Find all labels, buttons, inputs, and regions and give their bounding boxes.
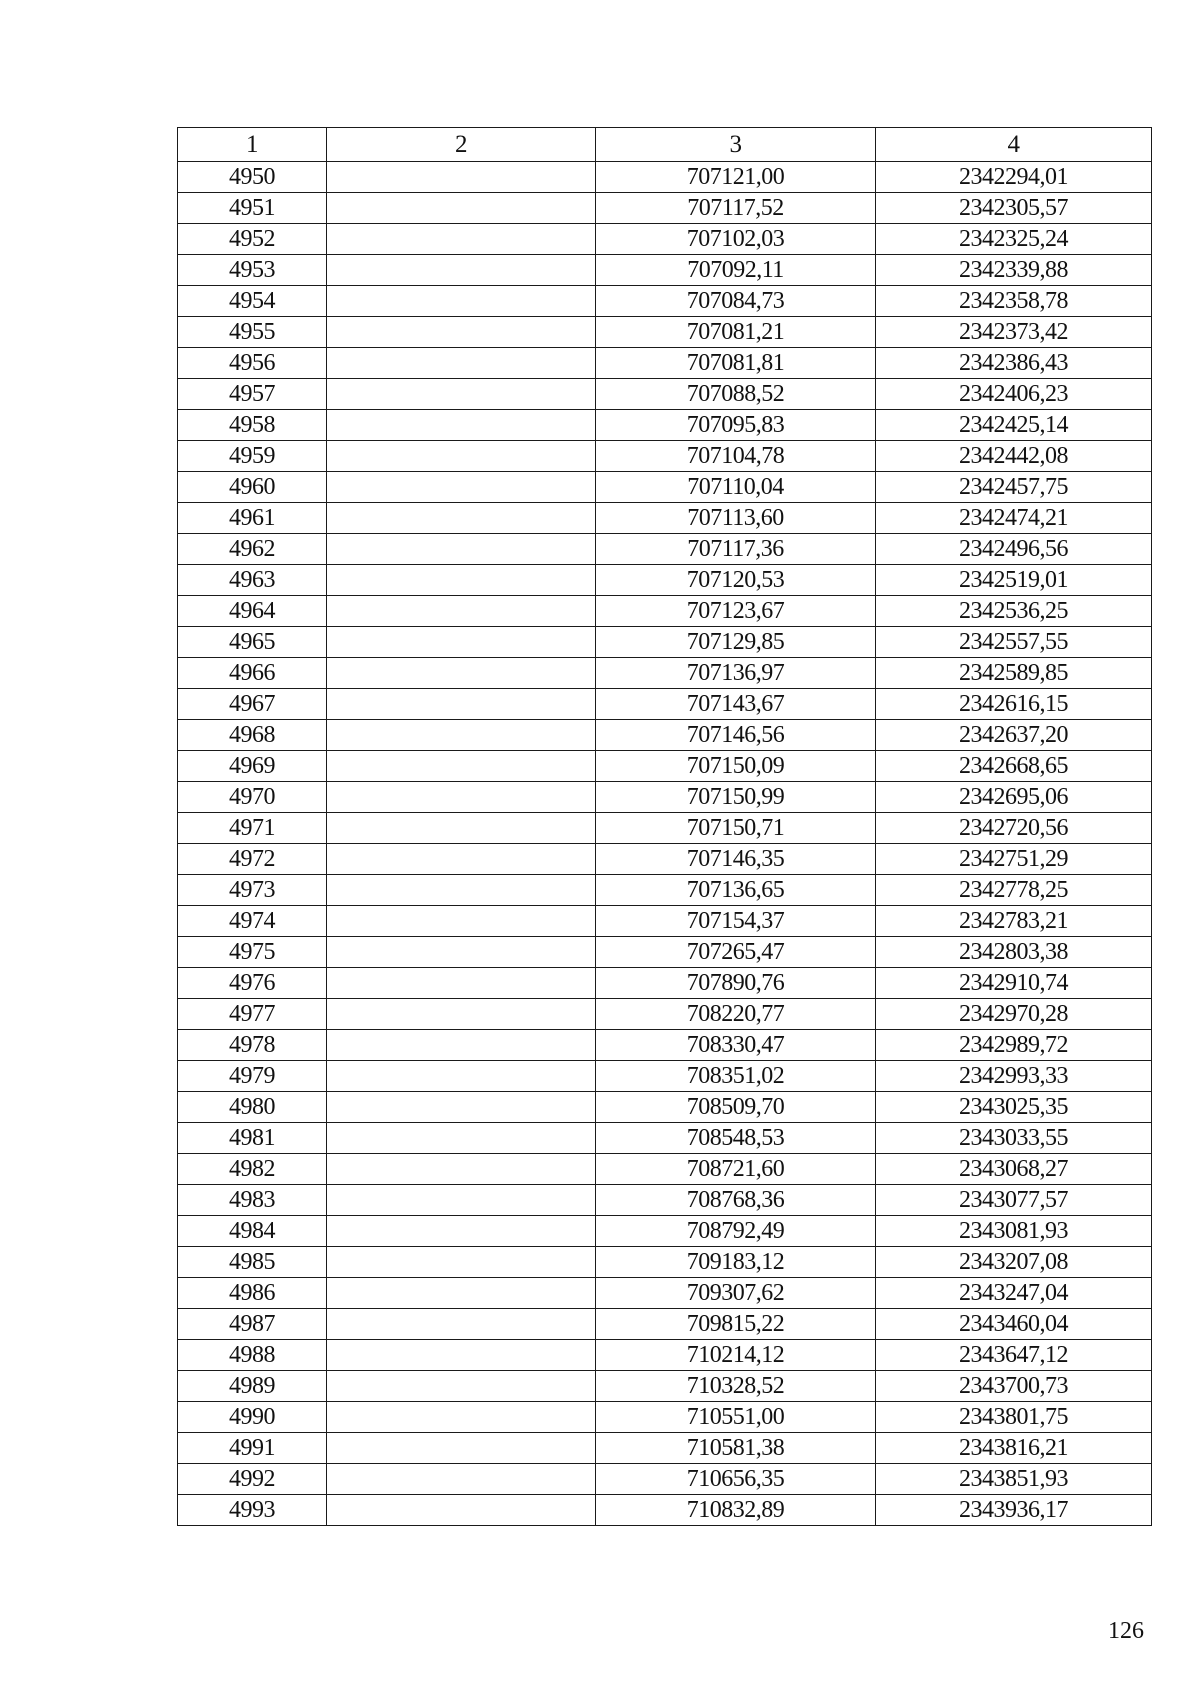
point-number-cell: 4983 bbox=[178, 1185, 327, 1216]
x-coordinate-cell: 709183,12 bbox=[596, 1247, 876, 1278]
x-coordinate-cell: 710214,12 bbox=[596, 1340, 876, 1371]
table-row bbox=[178, 1030, 1152, 1061]
x-coordinate-cell: 707143,67 bbox=[596, 689, 876, 720]
x-coordinate-cell: 710581,38 bbox=[596, 1433, 876, 1464]
table-row bbox=[178, 348, 1152, 379]
column-header-1: 1 bbox=[178, 128, 327, 162]
y-coordinate-cell: 2343801,75 bbox=[876, 1402, 1152, 1433]
table-row bbox=[178, 937, 1152, 968]
point-number-cell: 4987 bbox=[178, 1309, 327, 1340]
y-coordinate-cell: 2342589,85 bbox=[876, 658, 1152, 689]
table-row bbox=[178, 1371, 1152, 1402]
x-coordinate-cell: 707150,09 bbox=[596, 751, 876, 782]
x-coordinate-cell: 707136,65 bbox=[596, 875, 876, 906]
description-cell bbox=[327, 999, 596, 1030]
y-coordinate-cell: 2342557,55 bbox=[876, 627, 1152, 658]
y-coordinate-cell: 2343033,55 bbox=[876, 1123, 1152, 1154]
point-number-cell: 4977 bbox=[178, 999, 327, 1030]
point-number-cell: 4978 bbox=[178, 1030, 327, 1061]
point-number-cell: 4980 bbox=[178, 1092, 327, 1123]
table-row bbox=[178, 472, 1152, 503]
y-coordinate-cell: 2342406,23 bbox=[876, 379, 1152, 410]
x-coordinate-cell: 707113,60 bbox=[596, 503, 876, 534]
point-number-cell: 4953 bbox=[178, 255, 327, 286]
description-cell bbox=[327, 1247, 596, 1278]
point-number-cell: 4952 bbox=[178, 224, 327, 255]
x-coordinate-cell: 707120,53 bbox=[596, 565, 876, 596]
description-cell bbox=[327, 596, 596, 627]
table-row bbox=[178, 162, 1152, 193]
table-row bbox=[178, 906, 1152, 937]
point-number-cell: 4959 bbox=[178, 441, 327, 472]
point-number-cell: 4961 bbox=[178, 503, 327, 534]
x-coordinate-cell: 708509,70 bbox=[596, 1092, 876, 1123]
x-coordinate-cell: 707890,76 bbox=[596, 968, 876, 999]
column-header-2: 2 bbox=[327, 128, 596, 162]
y-coordinate-cell: 2342536,25 bbox=[876, 596, 1152, 627]
point-number-cell: 4963 bbox=[178, 565, 327, 596]
point-number-cell: 4988 bbox=[178, 1340, 327, 1371]
x-coordinate-cell: 707136,97 bbox=[596, 658, 876, 689]
point-number-cell: 4991 bbox=[178, 1433, 327, 1464]
table-row bbox=[178, 193, 1152, 224]
x-coordinate-cell: 710551,00 bbox=[596, 1402, 876, 1433]
point-number-cell: 4993 bbox=[178, 1495, 327, 1526]
point-number-cell: 4981 bbox=[178, 1123, 327, 1154]
y-coordinate-cell: 2343816,21 bbox=[876, 1433, 1152, 1464]
description-cell bbox=[327, 1154, 596, 1185]
point-number-cell: 4954 bbox=[178, 286, 327, 317]
table-row bbox=[178, 782, 1152, 813]
point-number-cell: 4955 bbox=[178, 317, 327, 348]
y-coordinate-cell: 2342339,88 bbox=[876, 255, 1152, 286]
x-coordinate-cell: 709307,62 bbox=[596, 1278, 876, 1309]
y-coordinate-cell: 2342720,56 bbox=[876, 813, 1152, 844]
table-row bbox=[178, 255, 1152, 286]
x-coordinate-cell: 707117,52 bbox=[596, 193, 876, 224]
point-number-cell: 4985 bbox=[178, 1247, 327, 1278]
table-row bbox=[178, 1278, 1152, 1309]
description-cell bbox=[327, 968, 596, 999]
y-coordinate-cell: 2342386,43 bbox=[876, 348, 1152, 379]
table-row bbox=[178, 379, 1152, 410]
point-number-cell: 4972 bbox=[178, 844, 327, 875]
x-coordinate-cell: 707081,81 bbox=[596, 348, 876, 379]
x-coordinate-cell: 708330,47 bbox=[596, 1030, 876, 1061]
y-coordinate-cell: 2342325,24 bbox=[876, 224, 1152, 255]
description-cell bbox=[327, 689, 596, 720]
description-cell bbox=[327, 1340, 596, 1371]
x-coordinate-cell: 707088,52 bbox=[596, 379, 876, 410]
table-row bbox=[178, 534, 1152, 565]
x-coordinate-cell: 707117,36 bbox=[596, 534, 876, 565]
point-number-cell: 4966 bbox=[178, 658, 327, 689]
table-row bbox=[178, 875, 1152, 906]
description-cell bbox=[327, 627, 596, 658]
x-coordinate-cell: 707092,11 bbox=[596, 255, 876, 286]
table-row bbox=[178, 1123, 1152, 1154]
table-row bbox=[178, 720, 1152, 751]
point-number-cell: 4982 bbox=[178, 1154, 327, 1185]
table-row bbox=[178, 286, 1152, 317]
description-cell bbox=[327, 1371, 596, 1402]
point-number-cell: 4974 bbox=[178, 906, 327, 937]
description-cell bbox=[327, 348, 596, 379]
x-coordinate-cell: 710328,52 bbox=[596, 1371, 876, 1402]
description-cell bbox=[327, 286, 596, 317]
x-coordinate-cell: 707146,56 bbox=[596, 720, 876, 751]
x-coordinate-cell: 707265,47 bbox=[596, 937, 876, 968]
y-coordinate-cell: 2343647,12 bbox=[876, 1340, 1152, 1371]
y-coordinate-cell: 2342637,20 bbox=[876, 720, 1152, 751]
point-number-cell: 4976 bbox=[178, 968, 327, 999]
description-cell bbox=[327, 1061, 596, 1092]
table-row bbox=[178, 596, 1152, 627]
description-cell bbox=[327, 255, 596, 286]
table-row bbox=[178, 317, 1152, 348]
table-row bbox=[178, 1309, 1152, 1340]
point-number-cell: 4968 bbox=[178, 720, 327, 751]
description-cell bbox=[327, 1030, 596, 1061]
y-coordinate-cell: 2342519,01 bbox=[876, 565, 1152, 596]
table-row bbox=[178, 1495, 1152, 1526]
description-cell bbox=[327, 1309, 596, 1340]
description-cell bbox=[327, 1402, 596, 1433]
description-cell bbox=[327, 1216, 596, 1247]
description-cell bbox=[327, 1123, 596, 1154]
y-coordinate-cell: 2342751,29 bbox=[876, 844, 1152, 875]
point-number-cell: 4962 bbox=[178, 534, 327, 565]
x-coordinate-cell: 710832,89 bbox=[596, 1495, 876, 1526]
y-coordinate-cell: 2343025,35 bbox=[876, 1092, 1152, 1123]
description-cell bbox=[327, 1433, 596, 1464]
y-coordinate-cell: 2342970,28 bbox=[876, 999, 1152, 1030]
point-number-cell: 4957 bbox=[178, 379, 327, 410]
y-coordinate-cell: 2342474,21 bbox=[876, 503, 1152, 534]
x-coordinate-cell: 708548,53 bbox=[596, 1123, 876, 1154]
x-coordinate-cell: 708351,02 bbox=[596, 1061, 876, 1092]
point-number-cell: 4956 bbox=[178, 348, 327, 379]
y-coordinate-cell: 2342910,74 bbox=[876, 968, 1152, 999]
point-number-cell: 4958 bbox=[178, 410, 327, 441]
x-coordinate-cell: 707121,00 bbox=[596, 162, 876, 193]
table-row bbox=[178, 1402, 1152, 1433]
description-cell bbox=[327, 813, 596, 844]
point-number-cell: 4973 bbox=[178, 875, 327, 906]
table-row bbox=[178, 658, 1152, 689]
column-header-3: 3 bbox=[596, 128, 876, 162]
description-cell bbox=[327, 1185, 596, 1216]
x-coordinate-cell: 707129,85 bbox=[596, 627, 876, 658]
point-number-cell: 4951 bbox=[178, 193, 327, 224]
y-coordinate-cell: 2343851,93 bbox=[876, 1464, 1152, 1495]
point-number-cell: 4986 bbox=[178, 1278, 327, 1309]
y-coordinate-cell: 2343700,73 bbox=[876, 1371, 1152, 1402]
x-coordinate-cell: 707102,03 bbox=[596, 224, 876, 255]
description-cell bbox=[327, 193, 596, 224]
point-number-cell: 4979 bbox=[178, 1061, 327, 1092]
description-cell bbox=[327, 1278, 596, 1309]
table-row bbox=[178, 410, 1152, 441]
description-cell bbox=[327, 1092, 596, 1123]
x-coordinate-cell: 707150,99 bbox=[596, 782, 876, 813]
x-coordinate-cell: 707084,73 bbox=[596, 286, 876, 317]
y-coordinate-cell: 2342616,15 bbox=[876, 689, 1152, 720]
y-coordinate-cell: 2343247,04 bbox=[876, 1278, 1152, 1309]
description-cell bbox=[327, 503, 596, 534]
description-cell bbox=[327, 1495, 596, 1526]
description-cell bbox=[327, 410, 596, 441]
description-cell bbox=[327, 751, 596, 782]
description-cell bbox=[327, 565, 596, 596]
y-coordinate-cell: 2342305,57 bbox=[876, 193, 1152, 224]
y-coordinate-cell: 2342778,25 bbox=[876, 875, 1152, 906]
point-number-cell: 4970 bbox=[178, 782, 327, 813]
coordinates-table bbox=[177, 127, 1152, 1526]
description-cell bbox=[327, 720, 596, 751]
point-number-cell: 4960 bbox=[178, 472, 327, 503]
x-coordinate-cell: 708768,36 bbox=[596, 1185, 876, 1216]
point-number-cell: 4971 bbox=[178, 813, 327, 844]
table-row bbox=[178, 503, 1152, 534]
y-coordinate-cell: 2342695,06 bbox=[876, 782, 1152, 813]
y-coordinate-cell: 2342425,14 bbox=[876, 410, 1152, 441]
table-row bbox=[178, 813, 1152, 844]
description-cell bbox=[327, 875, 596, 906]
point-number-cell: 4984 bbox=[178, 1216, 327, 1247]
x-coordinate-cell: 708721,60 bbox=[596, 1154, 876, 1185]
description-cell bbox=[327, 441, 596, 472]
x-coordinate-cell: 709815,22 bbox=[596, 1309, 876, 1340]
y-coordinate-cell: 2343936,17 bbox=[876, 1495, 1152, 1526]
x-coordinate-cell: 710656,35 bbox=[596, 1464, 876, 1495]
x-coordinate-cell: 707154,37 bbox=[596, 906, 876, 937]
y-coordinate-cell: 2343207,08 bbox=[876, 1247, 1152, 1278]
y-coordinate-cell: 2343068,27 bbox=[876, 1154, 1152, 1185]
y-coordinate-cell: 2342294,01 bbox=[876, 162, 1152, 193]
table-row bbox=[178, 1340, 1152, 1371]
point-number-cell: 4989 bbox=[178, 1371, 327, 1402]
description-cell bbox=[327, 1464, 596, 1495]
x-coordinate-cell: 707104,78 bbox=[596, 441, 876, 472]
table-row bbox=[178, 565, 1152, 596]
point-number-cell: 4975 bbox=[178, 937, 327, 968]
x-coordinate-cell: 707110,04 bbox=[596, 472, 876, 503]
x-coordinate-cell: 708220,77 bbox=[596, 999, 876, 1030]
point-number-cell: 4950 bbox=[178, 162, 327, 193]
point-number-cell: 4965 bbox=[178, 627, 327, 658]
y-coordinate-cell: 2342373,42 bbox=[876, 317, 1152, 348]
x-coordinate-cell: 707150,71 bbox=[596, 813, 876, 844]
y-coordinate-cell: 2342993,33 bbox=[876, 1061, 1152, 1092]
y-coordinate-cell: 2342803,38 bbox=[876, 937, 1152, 968]
x-coordinate-cell: 708792,49 bbox=[596, 1216, 876, 1247]
x-coordinate-cell: 707146,35 bbox=[596, 844, 876, 875]
x-coordinate-cell: 707081,21 bbox=[596, 317, 876, 348]
table-row bbox=[178, 1247, 1152, 1278]
point-number-cell: 4964 bbox=[178, 596, 327, 627]
table-header-row bbox=[178, 128, 1152, 162]
y-coordinate-cell: 2342783,21 bbox=[876, 906, 1152, 937]
y-coordinate-cell: 2343077,57 bbox=[876, 1185, 1152, 1216]
y-coordinate-cell: 2342358,78 bbox=[876, 286, 1152, 317]
x-coordinate-cell: 707095,83 bbox=[596, 410, 876, 441]
table-row bbox=[178, 1216, 1152, 1247]
y-coordinate-cell: 2342457,75 bbox=[876, 472, 1152, 503]
table-row bbox=[178, 224, 1152, 255]
table-row bbox=[178, 689, 1152, 720]
description-cell bbox=[327, 534, 596, 565]
description-cell bbox=[327, 317, 596, 348]
column-header-4: 4 bbox=[876, 128, 1152, 162]
description-cell bbox=[327, 379, 596, 410]
table-row bbox=[178, 999, 1152, 1030]
table-row bbox=[178, 968, 1152, 999]
y-coordinate-cell: 2342668,65 bbox=[876, 751, 1152, 782]
point-number-cell: 4992 bbox=[178, 1464, 327, 1495]
table-row bbox=[178, 1154, 1152, 1185]
description-cell bbox=[327, 782, 596, 813]
table-row bbox=[178, 1464, 1152, 1495]
point-number-cell: 4990 bbox=[178, 1402, 327, 1433]
table-row bbox=[178, 1185, 1152, 1216]
table-row bbox=[178, 1433, 1152, 1464]
point-number-cell: 4969 bbox=[178, 751, 327, 782]
point-number-cell: 4967 bbox=[178, 689, 327, 720]
description-cell bbox=[327, 906, 596, 937]
description-cell bbox=[327, 162, 596, 193]
table-row bbox=[178, 441, 1152, 472]
description-cell bbox=[327, 224, 596, 255]
table-row bbox=[178, 844, 1152, 875]
table-row bbox=[178, 1092, 1152, 1123]
table-row bbox=[178, 1061, 1152, 1092]
y-coordinate-cell: 2342442,08 bbox=[876, 441, 1152, 472]
description-cell bbox=[327, 658, 596, 689]
table-row bbox=[178, 627, 1152, 658]
y-coordinate-cell: 2343081,93 bbox=[876, 1216, 1152, 1247]
description-cell bbox=[327, 844, 596, 875]
y-coordinate-cell: 2343460,04 bbox=[876, 1309, 1152, 1340]
page-number: 126 bbox=[1108, 1618, 1144, 1644]
y-coordinate-cell: 2342496,56 bbox=[876, 534, 1152, 565]
table-body bbox=[178, 162, 1152, 1526]
x-coordinate-cell: 707123,67 bbox=[596, 596, 876, 627]
description-cell bbox=[327, 937, 596, 968]
description-cell bbox=[327, 472, 596, 503]
y-coordinate-cell: 2342989,72 bbox=[876, 1030, 1152, 1061]
table-row bbox=[178, 751, 1152, 782]
